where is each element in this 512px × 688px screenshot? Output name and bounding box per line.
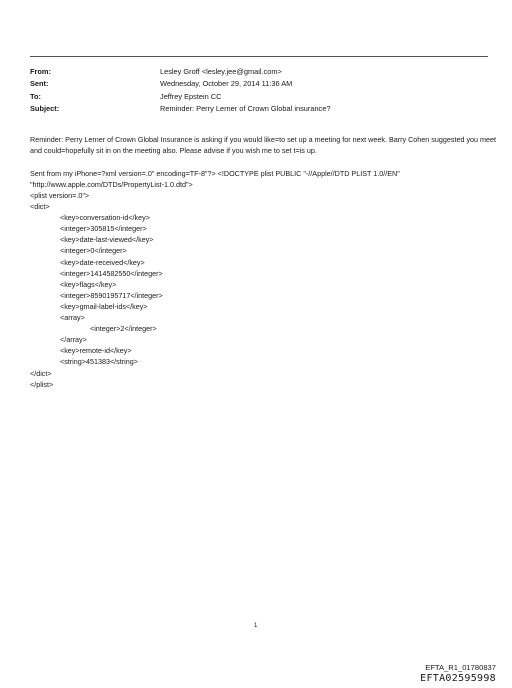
plist-line: </array> <box>60 335 87 345</box>
to-label: To: <box>30 91 41 101</box>
plist-line: <key>gmail-label-ids</key> <box>60 301 148 311</box>
page-number: 1 <box>254 623 258 629</box>
plist-block <box>30 190 163 390</box>
email-header <box>30 66 330 116</box>
header-divider <box>30 56 488 57</box>
sent-from-line: Sent from my iPhone=?xml version=.0" encoding=TF-8"?> <!DOCTYPE plist PUBLIC "-//Apple//DTD PLIST 1.0//EN" "http://www.apple.com/DTDs/PropertyList-1.0.dtd"> <box>30 169 400 190</box>
plist-line: <integer>8590195717</integer> <box>60 290 163 300</box>
plist-line: <integer>1414582550</integer> <box>60 268 163 278</box>
body-paragraph: Reminder: Perry Lerner of Crown Global Insurance is asking if you would like=to set up a meeting for next week. Barry Cohen suggested you meet and could=hopefully sit in on the meeting also. Please advise if you wish me to set t=is up. <box>30 135 497 156</box>
plist-line: <key>conversation-id</key> <box>60 213 150 223</box>
plist-line: <key>date-last-viewed</key> <box>60 235 154 245</box>
to-value: Jeffrey Epstein CC <box>160 91 222 101</box>
plist-line: <integer>0</integer> <box>60 246 127 256</box>
subject-label: Subject: <box>30 104 60 114</box>
dict-open: <dict> <box>30 202 50 212</box>
footer-ref-2: EFTA02595998 <box>420 673 496 684</box>
plist-open: <plist version=.0"> <box>30 191 90 200</box>
plist-close: </plist> <box>30 379 54 389</box>
from-label: From: <box>30 67 51 76</box>
sent-row <box>30 78 330 90</box>
sent-value: Wednesday, October 29, 2014 11:36 AM <box>160 79 293 89</box>
plist-line: <string>451383</string> <box>60 357 138 367</box>
dict-close: </dict> <box>30 368 52 378</box>
sent-label: Sent: <box>30 79 49 89</box>
from-value: Lesley Groff <lesley.jee@gmail.com> <box>160 67 282 76</box>
from-row <box>30 66 330 78</box>
subject-row <box>30 103 330 115</box>
plist-line: <array> <box>60 313 85 323</box>
to-row <box>30 91 330 103</box>
plist-line: <integer>305815</integer> <box>60 224 147 234</box>
footer-ref-1: EFTA_R1_01780837 <box>425 663 496 672</box>
plist-line: <key>remote-id</key> <box>60 346 132 356</box>
email-body <box>30 134 500 157</box>
subject-value: Reminder: Perry Lerner of Crown Global insurance? <box>160 104 331 114</box>
plist-line: <key>flags</key> <box>60 279 117 289</box>
plist-line: <key>date-received</key> <box>60 257 145 267</box>
plist-array-item: <integer>2</integer> <box>90 324 157 334</box>
